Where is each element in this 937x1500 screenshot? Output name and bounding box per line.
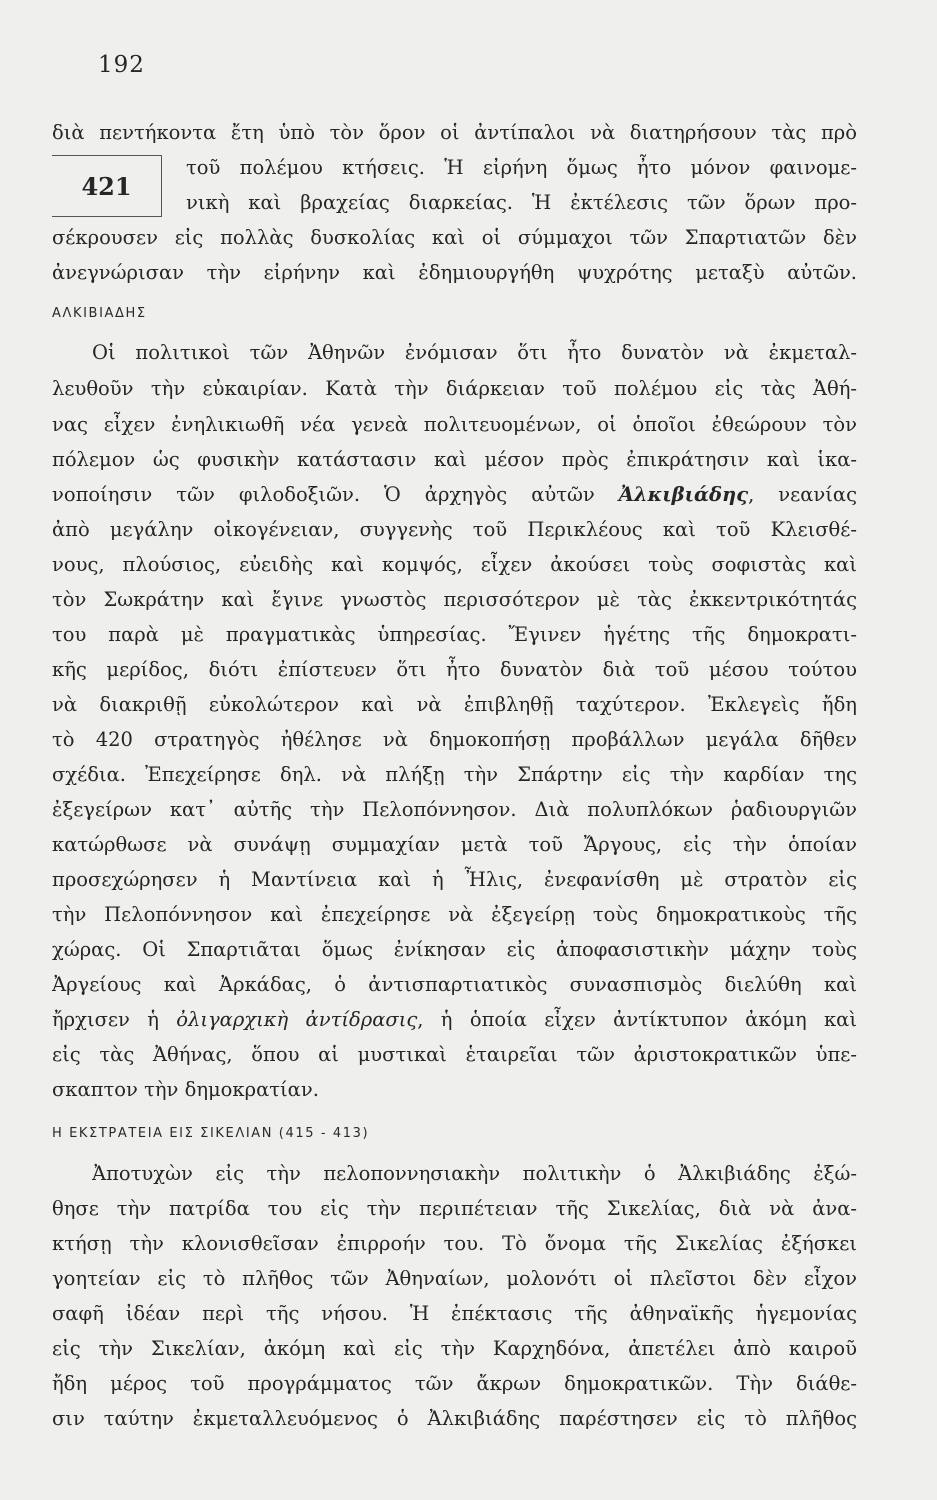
person-name: Ἀλκιβιάδης [618,483,749,506]
emphasis-text: ὀλιγαρχικὴ ἀντίδρασις [176,1008,418,1031]
paragraph-line: πόλεμον ὡς φυσικὴν κατάστασιν καὶ μέσον πρὸς ἐπικράτησιν καὶ ἱκα- [52,448,857,471]
paragraph-line: τὴν Πελοπόννησον καὶ ἐπεχείρησε νὰ ἐξεγείρῃ τοὺς δημοκρατικοὺς τῆς [52,903,857,926]
margin-year: 421 [81,172,132,201]
paragraph-line: ἀνεγνώρισαν τὴν εἰρήνην καὶ ἐδημιουργήθη ψυχρότης μεταξὺ αὐτῶν. [52,261,857,284]
paragraph-line: νὰ διακριθῇ εὐκολώτερον καὶ νὰ ἐπιβληθῇ ταχύτερον. Ἐκλεγεὶς ἤδη [52,693,857,716]
line-text: , ἡ ὁποία εἶχεν ἀντίκτυπον ἀκόμη καὶ [417,1008,857,1031]
paragraph-line: ἤδη μέρος τοῦ προγράμματος τῶν ἄκρων δημοκρατικῶν. Τὴν διάθε- [52,1372,857,1395]
paragraph-line: σχέδια. Ἐπεχείρησε δηλ. νὰ πλήξῃ τὴν Σπάρτην εἰς τὴν καρδίαν της [52,763,857,786]
paragraph-line: σαφῆ ἰδέαν περὶ τῆς νήσου. Ἡ ἐπέκτασις τῆς ἀθηναϊκῆς ἡγεμονίας [52,1302,857,1325]
paragraph-line [52,485,857,505]
paragraph-line: λευθοῦν τὴν εὐκαιρίαν. Κατὰ τὴν διάρκειαν τοῦ πολέμου εἰς τὰς Ἀθή- [52,377,857,400]
paragraph-line: γοητείαν εἰς τὸ πλῆθος τῶν Ἀθηναίων, μολονότι οἱ πλεῖστοι δὲν εἶχον [52,1267,857,1290]
paragraph-line: Οἱ πολιτικοὶ τῶν Ἀθηνῶν ἐνόμισαν ὅτι ἦτο δυνατὸν νὰ ἐκμεταλ- [92,341,857,364]
paragraph-line: εἰς τὰς Ἀθήνας, ὅπου αἱ μυστικαὶ ἑταιρεῖαι τῶν ἀριστοκρατικῶν ὑπε- [52,1043,857,1066]
paragraph-line: κῆς μερίδος, διότι ἐπίστευεν ὅτι ἦτο δυνατὸν διὰ τοῦ μέσου τούτου [52,658,857,681]
paragraph-line: τὸν Σωκράτην καὶ ἔγινε γνωστὸς περισσότερον μὲ τὰς ἐκκεντρικότητάς [52,588,857,611]
paragraph-line: κατώρθωσε νὰ συνάψῃ συμμαχίαν μετὰ τοῦ Ἄργους, εἰς τὴν ὁποίαν [52,833,857,856]
paragraph-line: ἀπὸ μεγάλην οἰκογένειαν, συγγενὴς τοῦ Περικλέους καὶ τοῦ Κλεισθέ- [52,518,857,541]
paragraph-line: νικὴ καὶ βραχείας διαρκείας. Ἡ ἐκτέλεσις τῶν ὅρων προ- [186,191,857,214]
paragraph-line: σιν ταύτην ἐκμεταλλευόμενος ὁ Ἀλκιβιάδης παρέστησεν εἰς τὸ πλῆθος [52,1407,857,1430]
paragraph-line: σκαπτον τὴν δημοκρατίαν. [52,1078,319,1101]
margin-year-box [52,155,162,217]
line-text: , νεανίας [748,483,857,506]
paragraph-line: Ἀργείους καὶ Ἀρκάδας, ὁ ἀντισπαρτιατικὸς συνασπισμὸς διελύθη καὶ [52,973,857,996]
paragraph-line: σέκρουσεν εἰς πολλὰς δυσκολίας καὶ οἱ σύμμαχοι τῶν Σπαρτιατῶν δὲν [52,226,857,249]
section-heading: Η ΕΚΣΤΡΑΤΕΙΑ ΕΙΣ ΣΙΚΕΛΙΑΝ (415 - 413) [52,1126,370,1141]
paragraph-line: ἐξεγείρων κατ᾿ αὐτῆς τὴν Πελοπόννησον. Διὰ πολυπλόκων ῥαδιουργιῶν [52,798,857,821]
paragraph-line [52,1010,857,1030]
paragraph-line: Ἀποτυχὼν εἰς τὴν πελοποννησιακὴν πολιτικὴν ὁ Ἀλκιβιάδης ἐξώ- [92,1162,857,1185]
section-heading: ΑΛΚΙΒΙΑΔΗΣ [52,306,147,321]
paragraph-line: τὸ 420 στρατηγὸς ἠθέλησε νὰ δημοκοπήσῃ προβάλλων μεγάλα δῆθεν [52,728,857,751]
line-text: νοποίησιν τῶν φιλοδοξιῶν. Ὁ ἀρχηγὸς αὐτῶν [52,483,619,506]
paragraph-line: νας εἶχεν ἐνηλικιωθῆ νέα γενεὰ πολιτευομένων, οἱ ὁποῖοι ἐθεώρουν τὸν [52,413,857,436]
paragraph-line: θησε τὴν πατρίδα του εἰς τὴν περιπέτειαν τῆς Σικελίας, διὰ νὰ ἀνα- [52,1197,857,1220]
paragraph-line: νους, πλούσιος, εὐειδὴς καὶ κομψός, εἶχεν ἀκούσει τοὺς σοφιστὰς καὶ [52,553,857,576]
paragraph-line: προσεχώρησεν ἡ Μαντίνεια καὶ ἡ Ἦλις, ἐνεφανίσθη μὲ στρατὸν εἰς [52,868,857,891]
page-number: 192 [98,52,145,78]
paragraph-line: του παρὰ μὲ πραγματικὰς ὑπηρεσίας. Ἔγινεν ἡγέτης τῆς δημοκρατι- [52,623,857,646]
paragraph-line: διὰ πεντήκοντα ἔτη ὑπὸ τὸν ὅρον οἱ ἀντίπαλοι νὰ διατηρήσουν τὰς πρὸ [52,121,857,144]
line-text: ἤρχισεν ἡ [52,1008,177,1031]
paragraph-line: χώρας. Οἱ Σπαρτιᾶται ὅμως ἐνίκησαν εἰς ἀποφασιστικὴν μάχην τοὺς [52,938,857,961]
paragraph-line: εἰς τὴν Σικελίαν, ἀκόμη καὶ εἰς τὴν Καρχηδόνα, ἀπετέλει ἀπὸ καιροῦ [52,1337,857,1360]
paragraph-line: κτήσῃ τὴν κλονισθεῖσαν ἐπιρροήν του. Τὸ ὄνομα τῆς Σικελίας ἐξήσκει [52,1232,857,1255]
paragraph-line: τοῦ πολέμου κτήσεις. Ἡ εἰρήνη ὅμως ἦτο μόνον φαινομε- [186,156,857,179]
